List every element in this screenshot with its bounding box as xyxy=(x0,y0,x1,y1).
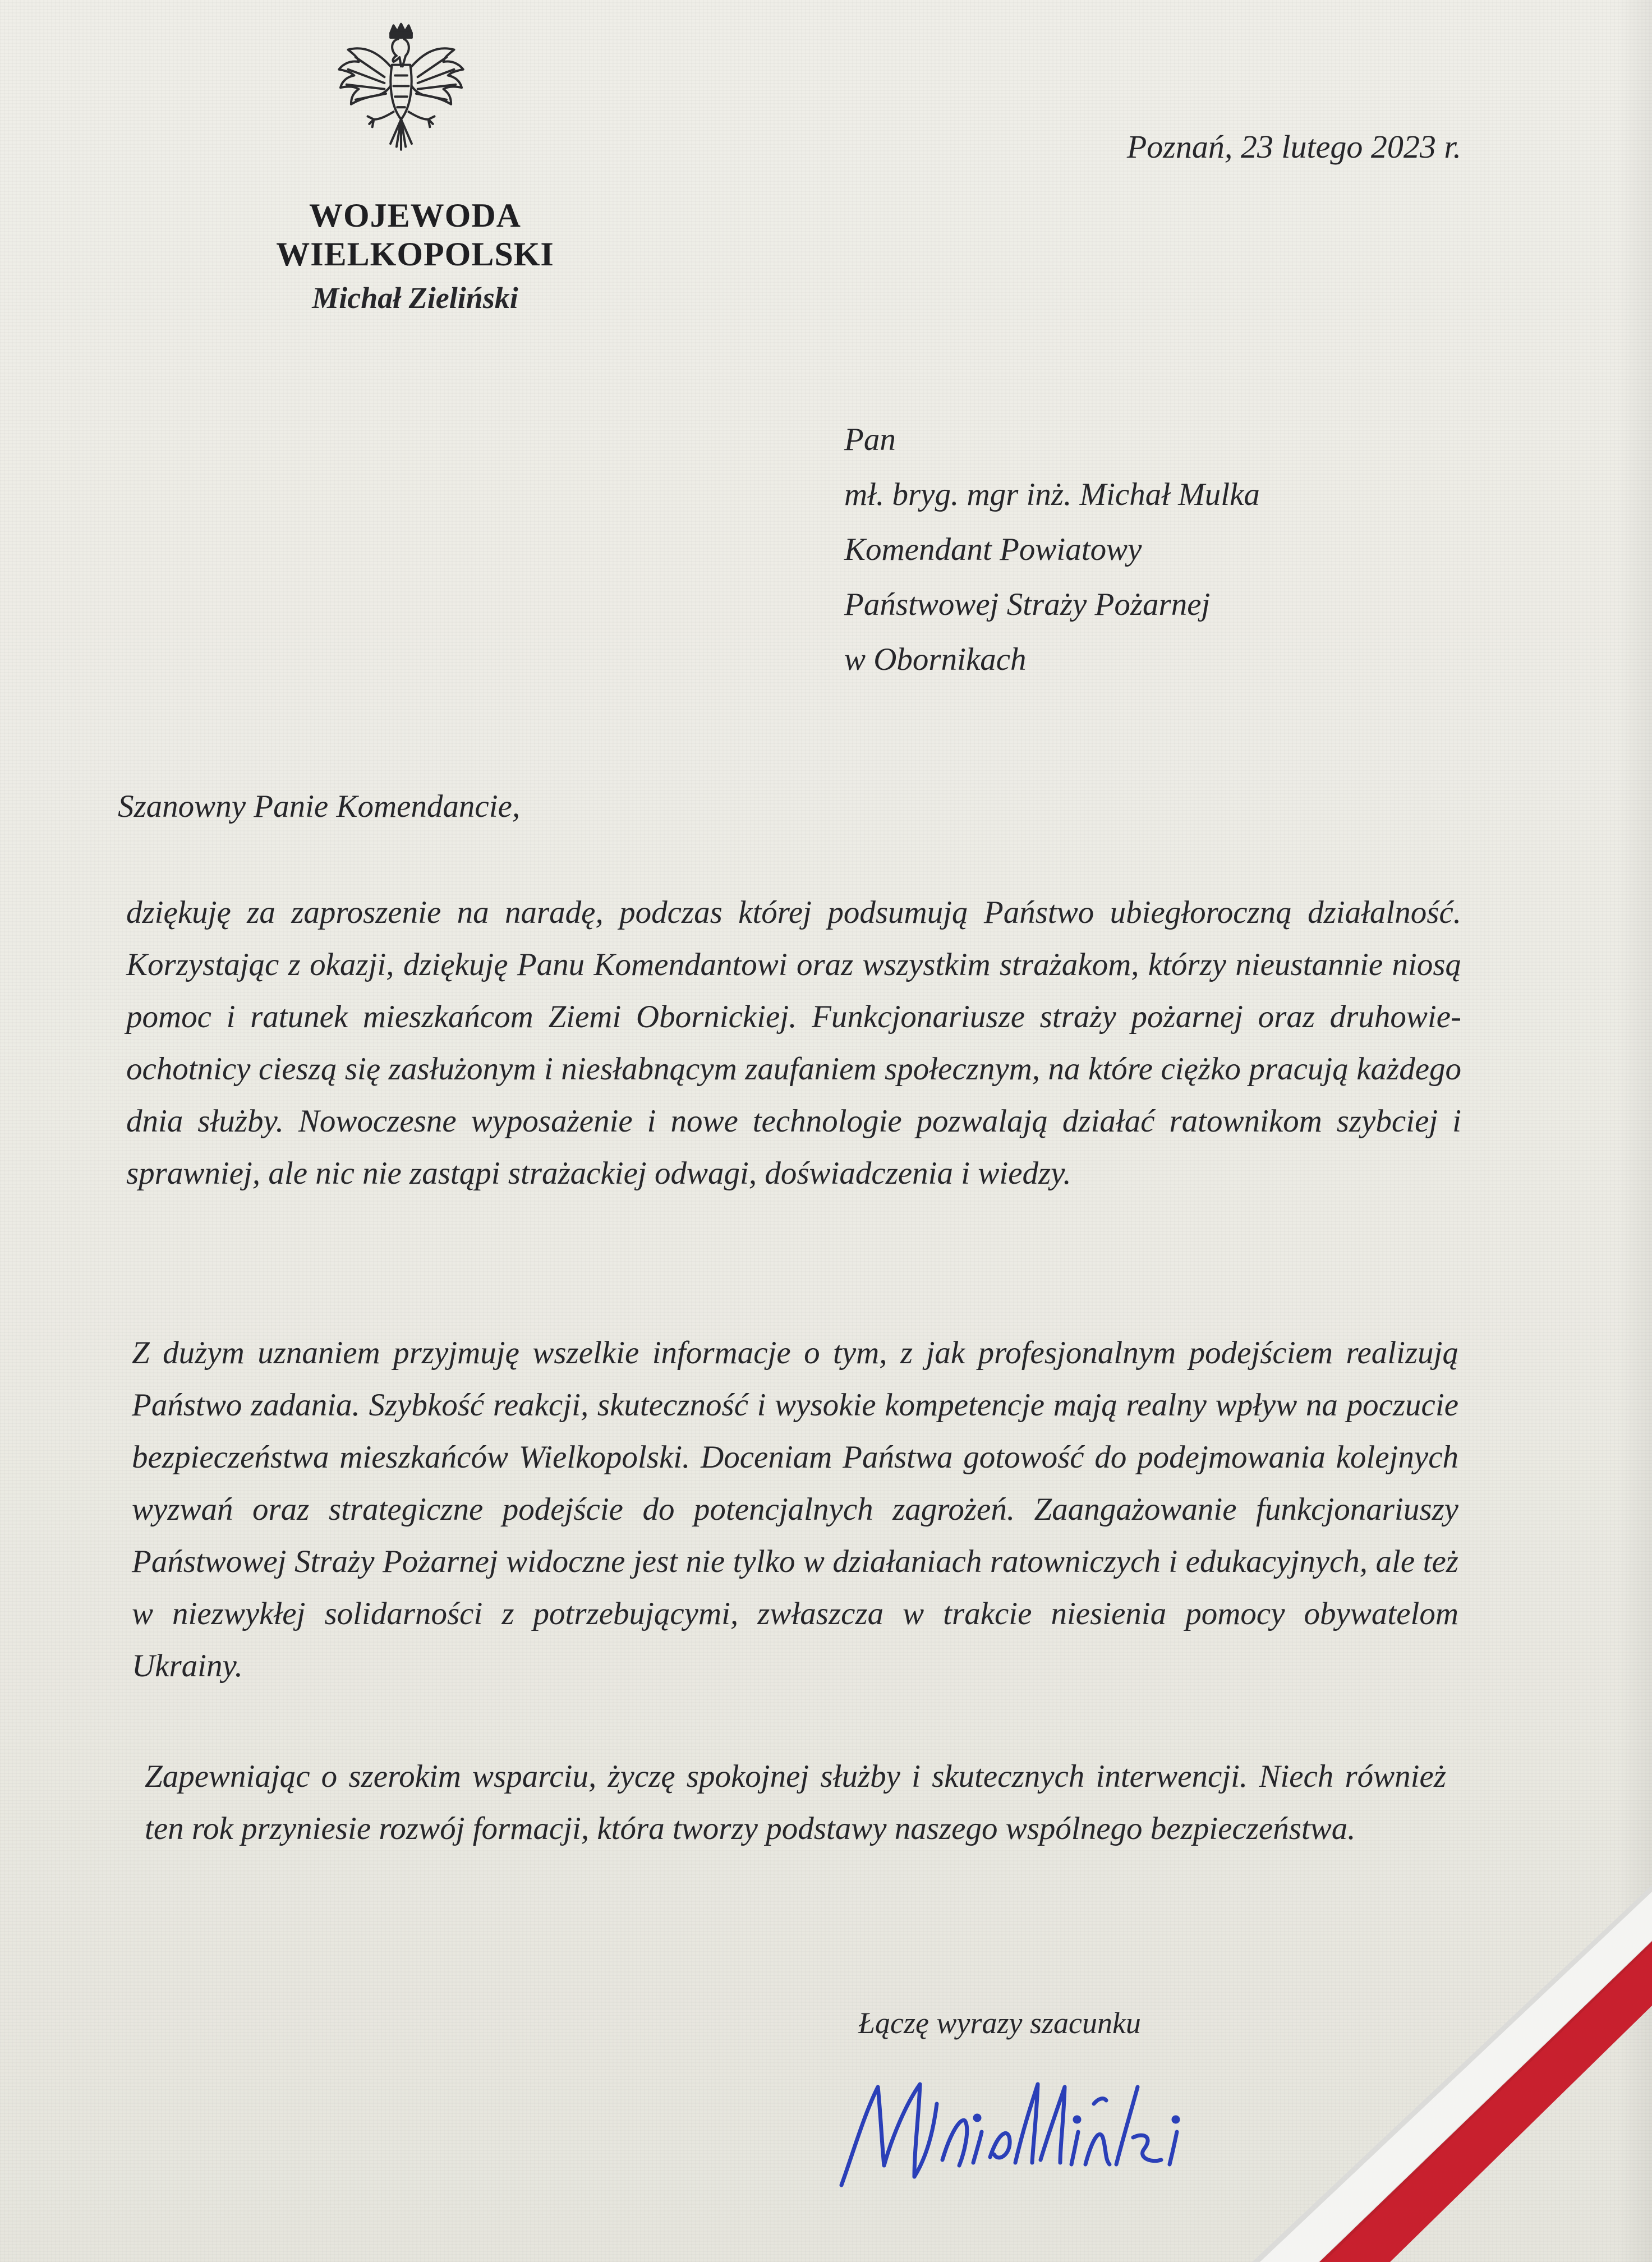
paper-edge-shadow xyxy=(1618,0,1652,2262)
salutation: Szanowny Panie Komendancie, xyxy=(118,789,521,824)
recipient-line: Komendant Powiatowy xyxy=(844,532,1142,567)
recipient-line: Pan xyxy=(844,422,896,457)
recipient-line: Państwowej Straży Pożarnej xyxy=(844,587,1211,622)
official-name: Michał Zieliński xyxy=(312,281,518,315)
place-and-date: Poznań, 23 lutego 2023 r. xyxy=(1126,128,1461,165)
office-title: WOJEWODA WIELKOPOLSKI xyxy=(276,197,554,273)
polish-eagle-emblem-icon xyxy=(325,22,477,174)
recipient-line: mł. bryg. mgr inż. Michał Mulka xyxy=(844,477,1260,512)
handwritten-signature xyxy=(830,2065,1212,2194)
closing-phrase: Łączę wyrazy szacunku xyxy=(858,2006,1141,2040)
recipient-line: w Obornikach xyxy=(844,642,1027,677)
body-paragraph-3: Zapewniając o szerokim wsparciu, życzę spokojnej służby i skutecznych interwencji. Niech również ten rok przyniesie rozwój formacji, która tworzy podstawy naszego wspólnego bezpieczeństwa. xyxy=(145,1759,1446,1846)
recipient-address xyxy=(844,412,1260,687)
body-paragraph-1: dziękuję za zaproszenie na naradę, podczas której podsumują Państwo ubiegłoroczną działalność. Korzystając z okazji, dziękuję Panu Komendantowi oraz wszystkim strażakom, którzy nieustannie niosą pomoc i ratunek mieszkańcom Ziemi Obornickiej. Funkcjonariusze straży pożarnej oraz druhowie-ochotnicy cieszą się zasłużonym i niesłabnącym zaufaniem społecznym, na które ciężko pracują każdego dnia służby. Nowoczesne wyposażenie i nowe technologie pozwalają działać ratownikom szybciej i sprawniej, ale nic nie zastąpi strażackiej odwagi, doświadczenia i wiedzy. xyxy=(126,895,1461,1191)
body-paragraph-2: Z dużym uznaniem przyjmuję wszelkie informacje o tym, z jak profesjonalnym podejściem realizują Państwo zadania. Szybkość reakcji, skuteczność i wysokie kompetencje mają realny wpływ na poczucie bezpieczeństwa mieszkańców Wielkopolski. Doceniam Państwa gotowość do podejmowania kolejnych wyzwań oraz strategiczne podejście do potencjalnych zagrożeń. Zaangażowanie funkcjonariuszy Państwowej Straży Pożarnej widoczne jest nie tylko w działaniach ratowniczych i edukacyjnych, ale też w niezwykłej solidarności z potrzebującymi, zwłaszcza w trakcie niesienia pomocy obywatelom Ukrainy. xyxy=(132,1335,1458,1684)
